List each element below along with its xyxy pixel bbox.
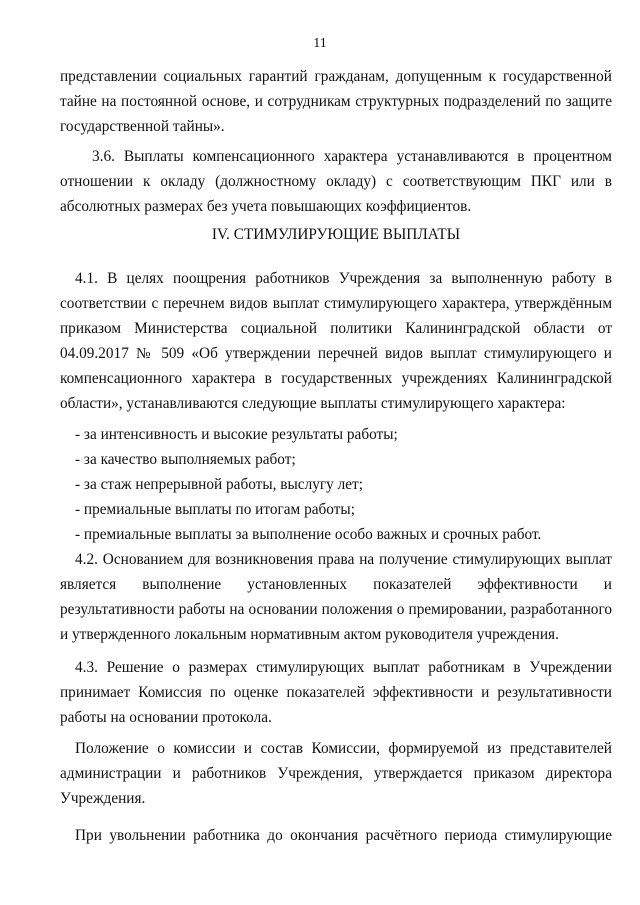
text-line: администрации и работников Учреждения, утверждается приказом директора xyxy=(60,765,612,782)
text-line: Учреждения. xyxy=(60,790,146,807)
list-item: - премиальные выплаты по итогам работы; xyxy=(75,501,355,518)
paragraph-4-3 xyxy=(60,655,612,730)
text-line: 4.1. В целях поощрения работников Учреждения за выполненную работу в xyxy=(75,270,612,287)
text-line: 04.09.2017 № 509 «Об утверждении перечней видов выплат стимулирующего и xyxy=(60,345,612,362)
list-item: - за качество выполняемых работ; xyxy=(75,451,296,468)
text-line: принимает Комиссия по оценке показателей эффективности и результативности xyxy=(60,684,612,701)
text-line: является выполнение установленных показателей эффективности и xyxy=(60,576,612,593)
list-item: - премиальные выплаты за выполнение особо важных и срочных работ. xyxy=(75,526,542,543)
list-item: - за интенсивность и высокие результаты работы; xyxy=(75,426,398,443)
text-line: тайне на постоянной основе, и сотрудникам структурных подразделений по защите xyxy=(60,93,612,110)
text-line: результативности работы на основании положения о премировании, разработанного xyxy=(60,601,612,618)
text-line: При увольнении работника до окончания расчётного периода стимулирующие xyxy=(75,827,612,844)
bullet-list xyxy=(60,422,612,547)
text-line: 4.2. Основанием для возникновения права на получение стимулирующих выплат xyxy=(75,551,612,568)
text-line: 3.6. Выплаты компенсационного характера устанавливаются в процентном xyxy=(92,148,612,165)
text-line: соответствии с перечнем видов выплат стимулирующего характера, утверждённым xyxy=(60,295,612,312)
text-line: области», устанавливаются следующие выплаты стимулирующего характера: xyxy=(60,395,566,412)
text-line: компенсационного характера в государственных учреждениях Калининградской xyxy=(60,370,612,387)
text-line: представлении социальных гарантий гражданам, допущенным к государственной xyxy=(60,68,612,85)
text-line: 4.3. Решение о размерах стимулирующих выплат работникам в Учреждении xyxy=(75,659,612,676)
text-line: Положение о комиссии и состав Комиссии, формируемой из представителей xyxy=(75,740,612,757)
section-heading: IV. СТИМУЛИРУЮЩИЕ ВЫПЛАТЫ xyxy=(211,226,461,243)
paragraph-3-6 xyxy=(60,144,612,219)
text-line: приказом Министерства социальной политики Калининградской области от xyxy=(60,320,612,337)
text-line: работы на основании протокола. xyxy=(60,709,272,726)
commission-paragraph xyxy=(60,736,612,811)
text-line: и утвержденного локальным нормативным актом руководителя учреждения. xyxy=(60,626,559,643)
text-line: абсолютных размерах без учета повышающих коэффициентов. xyxy=(60,198,472,215)
list-item: - за стаж непрерывной работы, выслугу лет; xyxy=(75,476,363,493)
text-line: отношении к окладу (должностному окладу) с соответствующим ПКГ или в xyxy=(60,173,612,190)
text-line: государственной тайны». xyxy=(60,118,225,135)
intro-paragraph xyxy=(60,64,612,139)
paragraph-4-2 xyxy=(60,547,612,647)
page-number: 11 xyxy=(313,36,327,51)
dismissal-paragraph xyxy=(60,823,612,848)
paragraph-4-1 xyxy=(60,266,612,416)
